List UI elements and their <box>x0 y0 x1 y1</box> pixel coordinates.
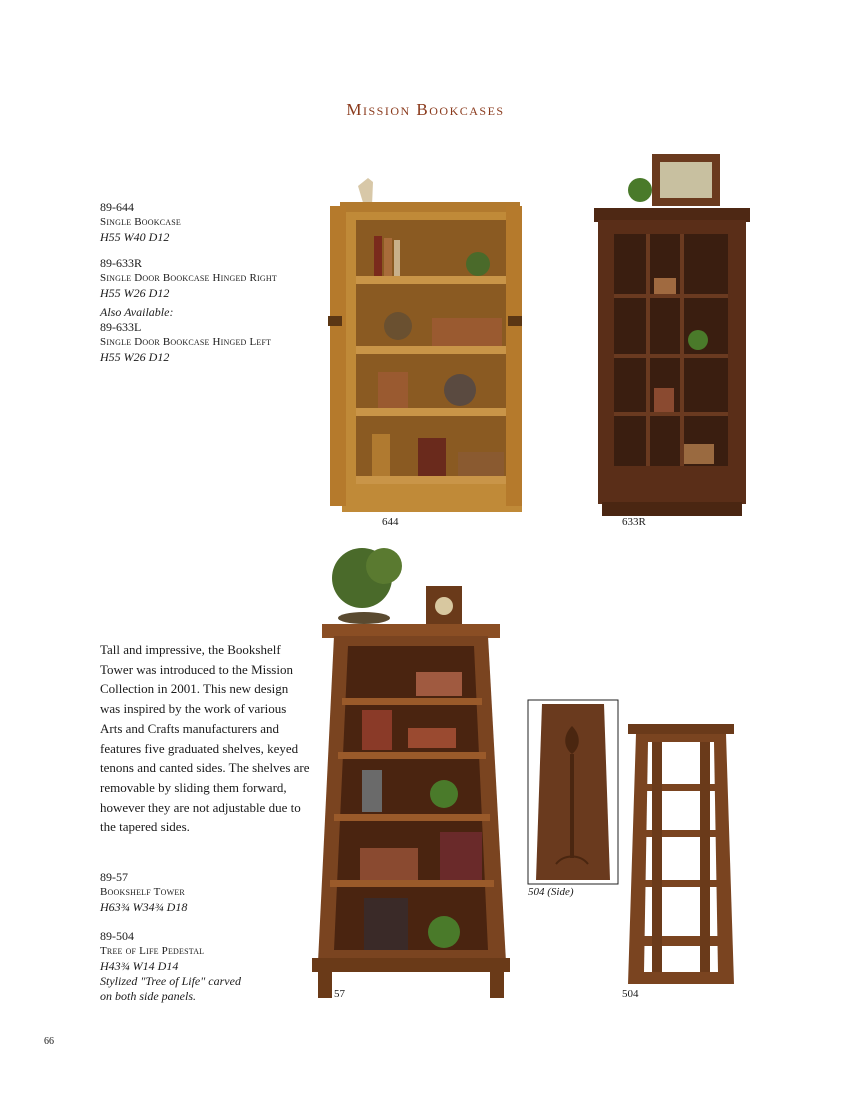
product-name: Tree of Life Pedestal <box>100 945 205 957</box>
sku: 89-504 <box>100 929 134 943</box>
pedestal-side-photo <box>528 700 620 886</box>
sku: 89-633L <box>100 320 142 334</box>
spec-tower <box>100 870 187 915</box>
intro-paragraph: Tall and impressive, the Bookshelf Tower was introduced to the Mission Collection in 2001. This new design was inspired by the work of various Arts and Crafts manufacturers and features five graduated shelves, keyed tenons and canted sides. The shelves are removable by sliding them forward, however they are not adjustable due to the tapered sides. <box>100 642 310 835</box>
spec-door-right <box>100 256 277 365</box>
caption-504: 504 <box>622 988 639 1000</box>
also-available: Also Available: <box>100 305 174 319</box>
pedestal-photo <box>626 722 736 986</box>
page-number: 66 <box>44 1036 54 1047</box>
sku: 89-633R <box>100 256 142 270</box>
product-name: Bookshelf Tower <box>100 886 185 898</box>
note: on both side panels. <box>100 989 196 1003</box>
dimensions: H55 W40 D12 <box>100 230 170 244</box>
spec-pedestal <box>100 929 241 1004</box>
bookshelf-tower-photo <box>312 538 510 1000</box>
caption-504-side: 504 (Side) <box>528 886 574 898</box>
product-name: Single Bookcase <box>100 216 181 228</box>
sku: 89-57 <box>100 870 128 884</box>
product-name: Single Door Bookcase Hinged Left <box>100 336 272 348</box>
caption-633r: 633R <box>622 516 646 528</box>
dimensions: H43¾ W14 D14 <box>100 959 179 973</box>
spec-single-bookcase <box>100 200 181 245</box>
caption-644: 644 <box>382 516 399 528</box>
single-bookcase-photo <box>328 176 524 516</box>
sku: 89-644 <box>100 200 134 214</box>
note: Stylized "Tree of Life" carved <box>100 974 241 988</box>
dimensions: H55 W26 D12 <box>100 286 170 300</box>
dimensions: H63¾ W34¾ D18 <box>100 900 188 914</box>
door-bookcase-photo <box>594 154 752 520</box>
dimensions: H55 W26 D12 <box>100 350 170 364</box>
page-title: Mission Bookcases <box>346 100 505 119</box>
product-name: Single Door Bookcase Hinged Right <box>100 272 277 284</box>
caption-57: 57 <box>334 988 345 1000</box>
